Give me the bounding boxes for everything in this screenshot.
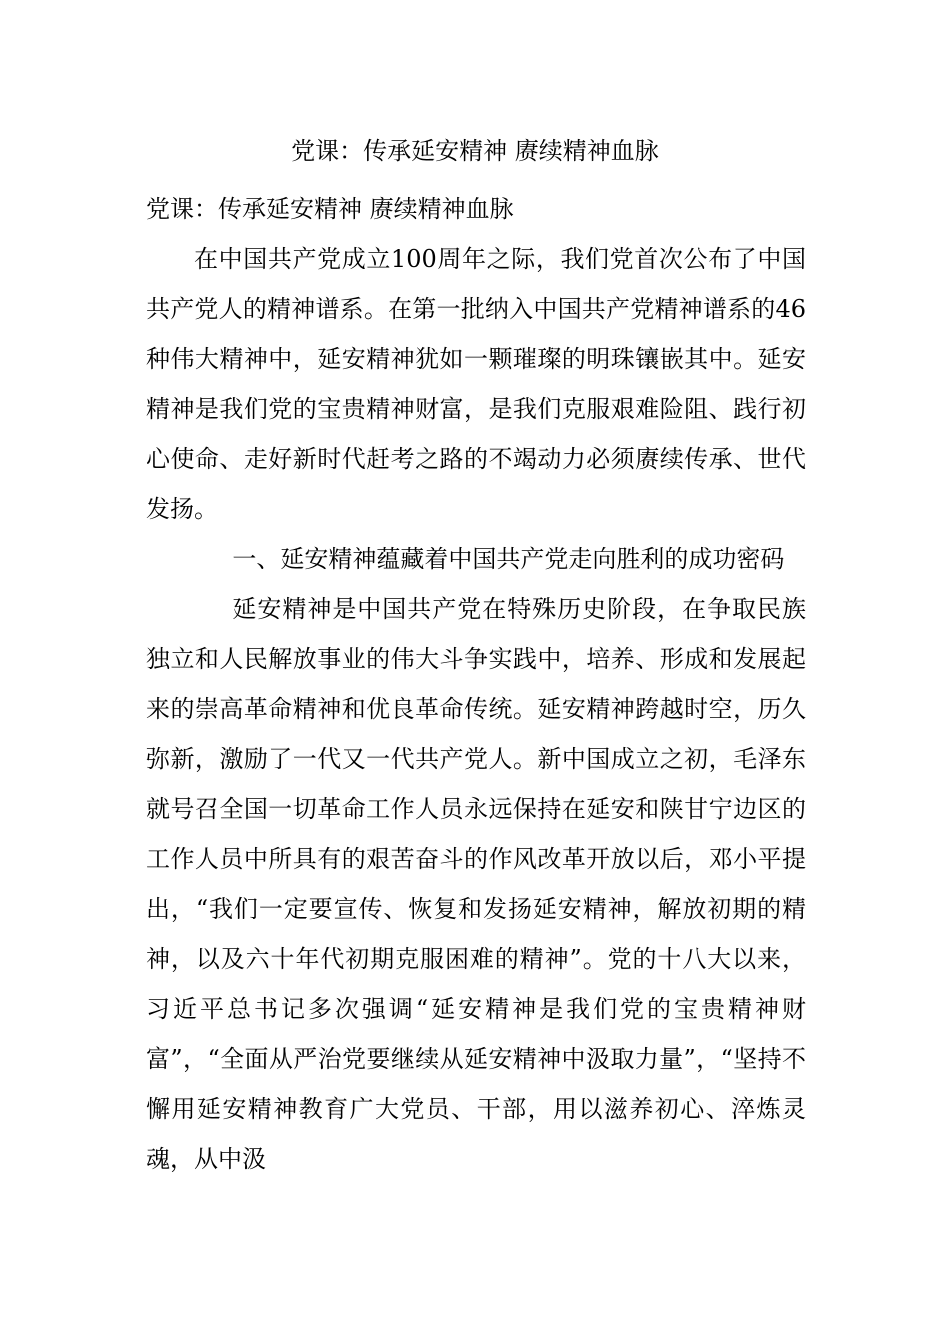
document-title: 党课：传承延安精神 赓续精神血脉 — [291, 137, 659, 165]
document-subtitle: 党课：传承延安精神 赓续精神血脉 — [146, 195, 514, 223]
section-heading-1: 一、延安精神蕴藏着中国共产党走向胜利的成功密码 — [232, 545, 785, 573]
document-body — [146, 184, 806, 1184]
paragraph-section-1: 延安精神是中国共产党在特殊历史阶段，在争取民族独立和人民解放事业的伟大斗争实践中，培养、形成和发展起来的崇高革命精神和优良革命传统。延安精神跨越时空，历久弥新，激励了一代又一代共产党人。新中国成立之初，毛泽东就号召全国一切革命工作人员永远保持在延安和陕甘宁边区的工作人员中所具有的艰苦奋斗的作风改革开放以后，邓小平提出，“我们一定要宣传、恢复和发扬延安精神，解放初期的精神，以及六十年代初期克服困难的精神”。党的十八大以来，习近平总书记多次强调“延安精神是我们党的宝贵精神财富”，“全面从严治党要继续从延安精神中汲取力量”，“坚持不懈用延安精神教育广大党员、干部，用以滋养初心、淬炼灵魂，从中汲 — [146, 595, 806, 1173]
paragraph-intro: 在中国共产党成立100周年之际，我们党首次公布了中国共产党人的精神谱系。在第一批纳入中国共产党精神谱系的46种伟大精神中，延安精神犹如一颗璀璨的明珠镶嵌其中。延安精神是我们党的宝贵精神财富，是我们克服艰难险阻、践行初心使命、走好新时代赶考之路的不竭动力必须赓续传承、世代发扬。 — [146, 245, 806, 523]
